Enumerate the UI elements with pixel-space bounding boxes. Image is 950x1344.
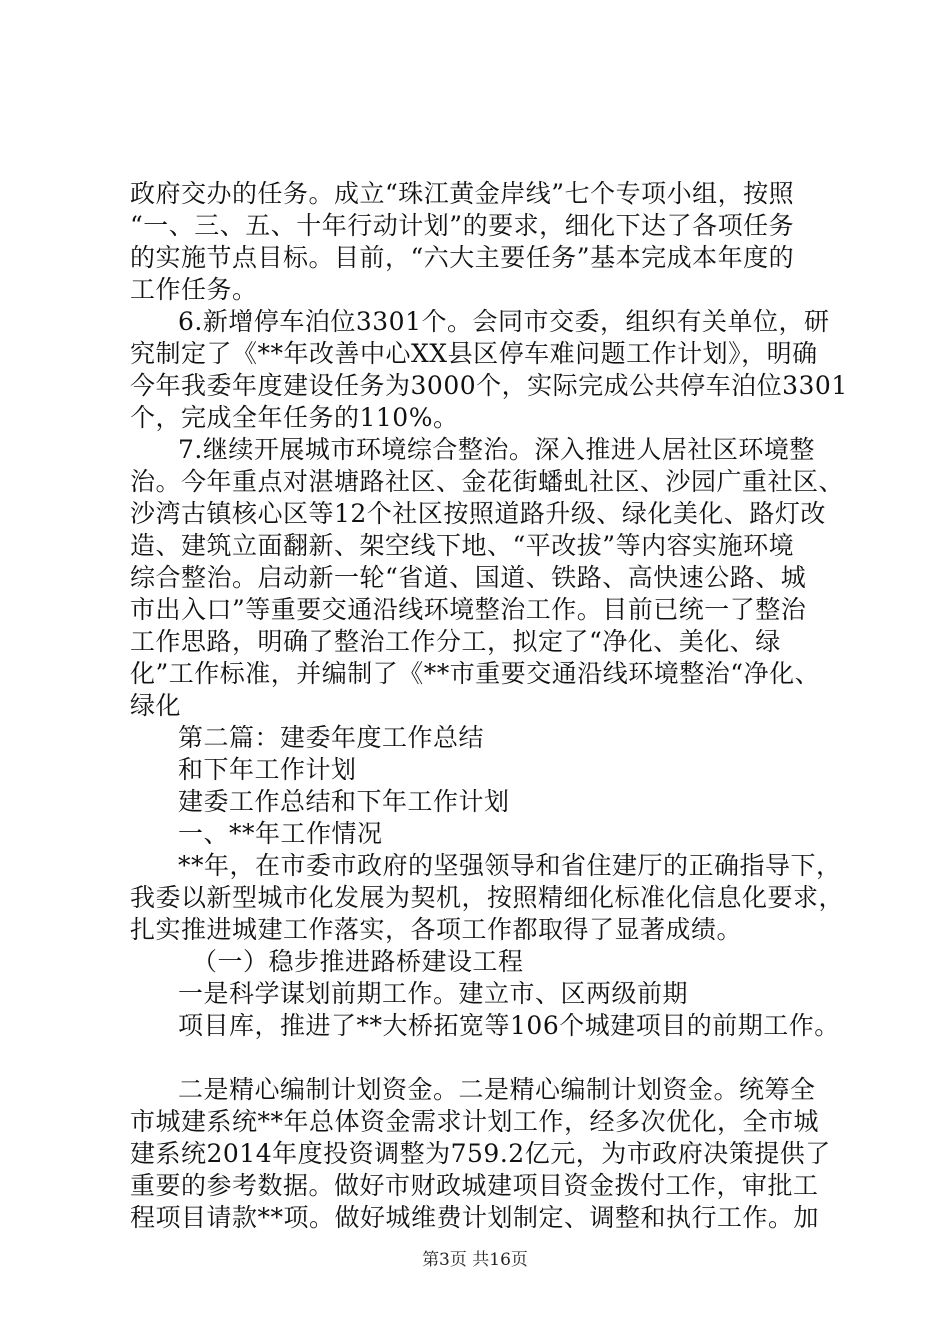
text-line: 市城建系统**年总体资金需求计划工作，经多次优化，全市城 [130,1107,820,1136]
text-line: 工作任务。 [130,275,258,304]
text-line: 个，完成全年任务的110%。 [130,403,459,432]
text-line: 的实施节点目标。目前，“六大主要任务”基本完成本年度的 [130,243,795,272]
section-heading: 建委工作总结和下年工作计划 [178,787,510,816]
text-line: 化”工作标准，并编制了《**市重要交通沿线环境整治“净化、 [130,659,821,688]
text-line: 综合整治。启动新一轮“省道、国道、铁路、高快速公路、城 [130,563,807,592]
text-line: 建系统2014年度投资调整为759.2亿元，为市政府决策提供了 [130,1139,831,1168]
section-heading: 第二篇：建委年度工作总结 [178,723,485,752]
page-footer: 第3页 共16页 [422,1250,528,1270]
text-line: 绿化 [130,691,182,720]
text-line: 重要的参考数据。做好市财政城建项目资金拨付工作，审批工 [130,1171,819,1200]
text-line: 程项目请款**项。做好城维费计划制定、调整和执行工作。加 [130,1203,820,1232]
text-line: 二是精心编制计划资金。二是精心编制计划资金。统筹全 [178,1075,816,1104]
text-line: 政府交办的任务。成立“珠江黄金岸线”七个专项小组，按照 [130,179,795,208]
text-line: “一、三、五、十年行动计划”的要求，细化下达了各项任务 [130,211,795,240]
subsection-heading: （一）稳步推进路桥建设工程 [192,947,524,976]
text-line: 治。今年重点对湛塘路社区、金花街蟠虬社区、沙园广重社区、 [130,467,845,496]
text-line: 究制定了《**年改善中心XX县区停车难问题工作计划》，明确 [130,339,818,368]
text-line: 市出入口”等重要交通沿线环境整治工作。目前已统一了整治 [130,595,807,624]
section-heading: 一、**年工作情况 [178,819,383,848]
text-line: **年，在市委市政府的坚强领导和省住建厅的正确指导下， [178,851,842,880]
text-line: 工作思路，明确了整治工作分工，拟定了“净化、美化、绿 [130,627,781,656]
text-line: 7.继续开展城市环境综合整治。深入推进人居社区环境整 [178,435,815,464]
text-line: 沙湾古镇核心区等12个社区按照道路升级、绿化美化、路灯改 [130,499,826,528]
text-line: 一是科学谋划前期工作。建立市、区两级前期 [178,979,689,1008]
text-line: 我委以新型城市化发展为契机，按照精细化标准化信息化要求， [130,883,845,912]
text-line: 扎实推进城建工作落实，各项工作都取得了显著成绩。 [130,915,743,944]
text-line: 项目库，推进了**大桥拓宽等106个城建项目的前期工作。 [178,1011,840,1040]
text-line: 今年我委年度建设任务为3000个，实际完成公共停车泊位3301 [130,371,848,400]
section-heading: 和下年工作计划 [178,755,357,784]
text-line: 6.新增停车泊位3301个。会同市交委，组织有关单位，研 [178,307,830,336]
text-line: 造、建筑立面翻新、架空线下地、“平改拔”等内容实施环境 [130,531,795,560]
